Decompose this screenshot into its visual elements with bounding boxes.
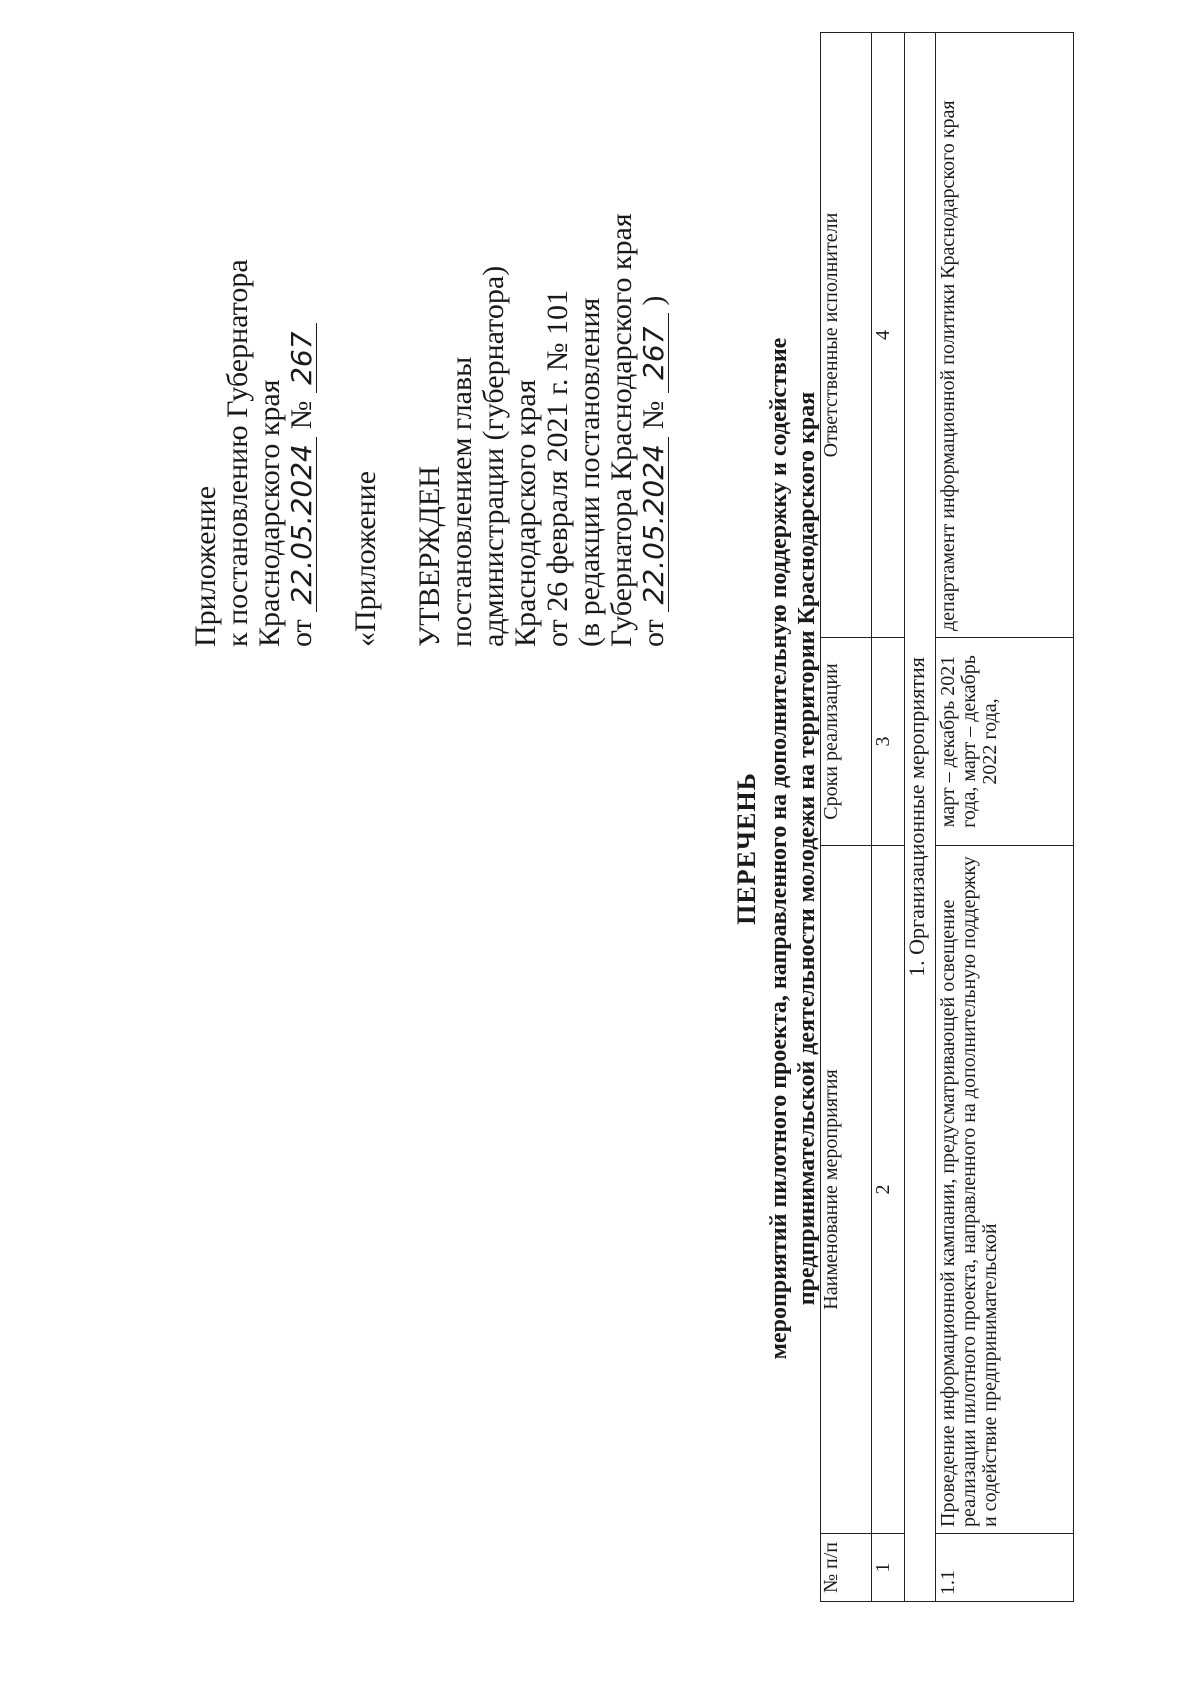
title-line: мероприятий пилотного проекта, направленного на дополнительную поддержку и содействие — [766, 337, 792, 1360]
column-number: 4 — [872, 33, 905, 638]
handwritten-date: 22.05.2024 — [288, 437, 317, 612]
from-label: от — [285, 619, 318, 647]
approval-line: Губернатора Краснодарского края — [605, 213, 638, 647]
header-cell: Сроки реализации — [821, 638, 872, 846]
column-number: 1 — [872, 1534, 905, 1602]
spacer — [318, 47, 350, 647]
document-title — [733, 0, 821, 1697]
approval-line: постановлением главы — [445, 356, 478, 647]
row-period: март – декабрь 2021 года, март – декабрь 2022 года, — [936, 638, 1074, 846]
table-header-row — [821, 33, 872, 1602]
handwritten-date: 22.05.2024 — [640, 437, 669, 612]
number-sign: № — [285, 400, 318, 430]
approval-line: Приложение — [189, 485, 222, 647]
row-number: 1.1 — [936, 1534, 1074, 1602]
approval-date-line — [638, 47, 670, 647]
handwritten-number: 267 — [288, 323, 317, 393]
approval-line: Краснодарского края — [253, 379, 286, 647]
header-cell: № п/п — [821, 1534, 872, 1602]
section-title: 1. Организационные мероприятия — [905, 33, 936, 1602]
header-cell: Наименование мероприятия — [821, 846, 872, 1534]
approval-date-line — [286, 47, 318, 647]
measures-table — [820, 32, 1074, 1602]
approval-line: к постановлению Губернатора — [221, 259, 254, 647]
title-line: предпринимательской деятельности молодежи на территории Краснодарского края — [794, 391, 820, 1306]
table-row — [936, 33, 1074, 1602]
approval-block — [190, 47, 670, 647]
column-number: 3 — [872, 638, 905, 846]
approval-line: Краснодарского края — [509, 379, 542, 647]
approval-line: УТВЕРЖДЕН — [413, 466, 446, 647]
closing-paren: ) — [637, 295, 670, 306]
approval-line: от 26 февраля 2021 г. № 101 — [541, 289, 574, 647]
row-name: Проведение информационной кампании, предусматривающей освещение реализации пилотного проекта, направленного на дополнительную поддержку и содействие предпринимательской — [936, 846, 1074, 1534]
column-number: 2 — [872, 846, 905, 1534]
spacer — [382, 47, 414, 647]
row-executor: департамент информационной политики Краснодарского края — [936, 33, 1074, 638]
title-heading: ПЕРЕЧЕНЬ — [732, 772, 761, 925]
approval-line: (в редакции постановления — [573, 297, 606, 647]
from-label: от — [637, 619, 670, 647]
section-row — [905, 33, 936, 1602]
number-sign: № — [637, 400, 670, 430]
column-number-row — [872, 33, 905, 1602]
handwritten-number: 267 — [640, 313, 669, 393]
header-cell: Ответственные исполнители — [821, 33, 872, 638]
approval-line: администрации (губернатора) — [477, 265, 510, 647]
approval-line: «Приложение — [349, 470, 382, 647]
